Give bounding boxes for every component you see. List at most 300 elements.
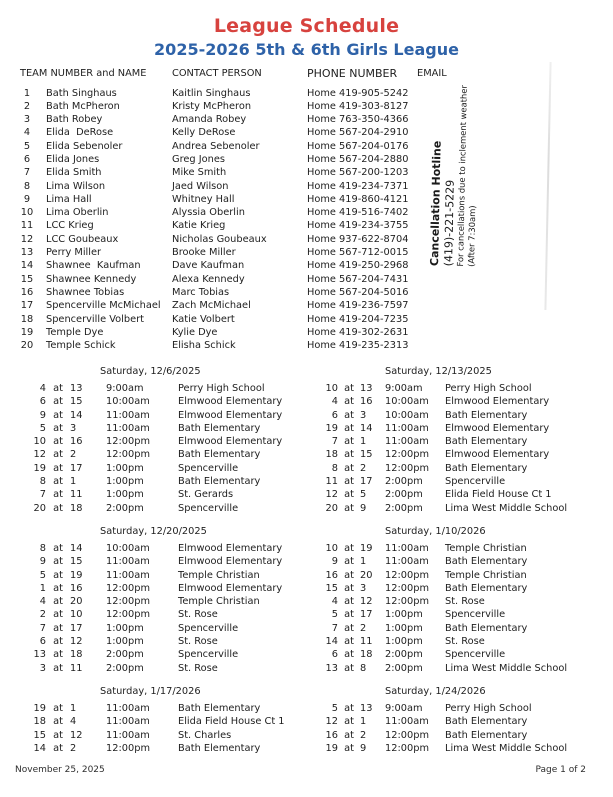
game-location: Temple Christian [178,569,260,581]
away-team-number: 9 [39,556,46,568]
game-row [20,382,306,395]
away-team-number: 19 [33,462,46,474]
game-location: Elmwood Elementary [445,449,550,461]
cancellation-hotline-note: For cancellations due to inclement weather [455,84,469,267]
away-team-number: 10 [325,543,338,554]
game-row [20,422,306,435]
game-row [310,582,610,595]
home-team-number: 3 [360,409,367,421]
game-time: 1:00pm [106,489,144,501]
at-separator: at [53,383,63,394]
contact-person: Nicholas Goubeaux [172,233,267,245]
game-location: St. Gerards [178,489,234,501]
team-name: LCC Goubeaux [46,233,119,245]
game-time: 11:00am [106,729,150,741]
team-name: Elida DeRose [46,127,114,139]
away-team-number: 9 [331,556,338,568]
contact-person: Zach McMichael [172,300,251,312]
page-title: League Schedule [213,15,400,37]
team-number: 3 [23,114,31,126]
game-location: Bath Elementary [445,729,528,741]
schedule-block [310,685,610,755]
game-time: 11:00am [385,716,429,728]
home-team-number: 2 [70,742,77,754]
at-separator: at [344,716,354,728]
team-name: Lima Wilson [46,180,106,192]
email-value [417,326,595,339]
game-time: 12:00pm [385,742,429,754]
at-separator: at [53,422,63,434]
team-number: 12 [20,233,34,245]
away-team-number: 9 [39,409,46,421]
at-separator: at [344,409,354,421]
game-location: Spencerville [445,649,506,661]
game-location: St. Charles [178,729,232,741]
phone-number: Home 419-860-4121 [307,193,409,205]
at-separator: at [53,449,63,461]
away-team-number: 12 [325,716,338,728]
schedule-date-header: Saturday, 12/20/2025 [100,526,207,537]
at-separator: at [344,502,354,514]
at-separator: at [53,436,63,448]
game-location: St. Rose [445,596,485,608]
game-row [20,409,306,422]
page-subtitle: 2025-2026 5th & 6th Girls League [154,40,459,59]
game-location: St. Rose [178,662,218,674]
game-row [310,622,610,635]
team-number: 13 [20,247,34,259]
team-number: 14 [20,260,34,272]
game-location: Elmwood Elementary [178,543,283,554]
game-row [20,702,306,715]
phone-number: Home 763-350-4366 [307,114,409,126]
team-row [20,206,595,219]
game-row [20,595,306,608]
schedule-date-header: Saturday, 12/6/2025 [100,366,201,377]
at-separator: at [53,569,63,581]
home-team-number: 13 [70,383,83,394]
game-time: 12:00pm [106,609,150,621]
game-location: Lima West Middle School [445,502,568,514]
home-team-number: 4 [70,716,77,728]
game-time: 1:00pm [385,609,423,621]
contact-person: Kylie Dye [172,326,218,338]
at-separator: at [344,596,354,608]
at-separator: at [344,436,354,448]
team-row [20,313,595,326]
home-team-number: 20 [70,596,83,608]
home-team-number: 3 [70,422,77,434]
footer-page-number: Page 1 of 2 [535,765,586,775]
schedule-date-header: Saturday, 1/24/2026 [385,686,486,697]
phone-number: Home 567-712-0015 [307,247,409,259]
away-team-number: 15 [325,582,338,594]
schedule-date-header: Saturday, 1/17/2026 [100,686,201,697]
away-team-number: 5 [39,569,46,581]
phone-number: Home 419-235-2313 [307,340,409,352]
phone-number: Home 567-204-2910 [307,127,409,139]
team-number: 1 [23,87,31,99]
home-team-number: 2 [360,729,367,741]
cancellation-hotline-title: Cancellation Hotline [428,140,444,267]
game-row [20,635,306,648]
schedule-date-header: Saturday, 1/10/2026 [385,526,486,537]
team-name: Shawnee Tobias [46,286,125,298]
game-location: Elmwood Elementary [178,556,283,568]
phone-number: Home 567-204-5016 [307,286,409,298]
game-row [310,635,610,648]
contact-person: Dave Kaufman [172,260,245,272]
game-location: Perry High School [445,703,532,714]
contact-person: Katie Volbert [172,313,235,325]
team-row [20,233,595,246]
away-team-number: 15 [33,729,46,741]
contact-person: Alyssia Oberlin [172,207,245,219]
at-separator: at [53,543,63,554]
phone-number: Home 567-204-2880 [307,153,409,165]
home-team-number: 5 [360,489,367,501]
game-time: 9:00am [385,703,423,714]
team-row [20,87,595,100]
game-time: 12:00pm [385,582,429,594]
game-time: 1:00pm [106,476,144,488]
phone-number: Home 567-204-7431 [307,273,409,285]
game-row [20,502,306,515]
team-number: 17 [20,300,34,312]
game-row [20,662,306,675]
game-time: 12:00pm [385,596,429,608]
home-team-number: 10 [70,609,83,621]
team-name: Shawnee Kennedy [46,273,137,285]
game-row [20,569,306,582]
contact-person: Elisha Schick [172,340,236,352]
game-time: 11:00am [106,422,150,434]
game-location: Bath Elementary [445,462,528,474]
team-roster-table [20,67,595,352]
home-team-number: 16 [360,396,373,408]
game-row [20,729,306,742]
away-team-number: 10 [325,383,338,394]
game-location: Temple Christian [178,596,260,608]
at-separator: at [344,422,354,434]
team-number: 18 [20,313,34,325]
team-number: 6 [23,153,31,165]
home-team-number: 13 [360,703,373,714]
away-team-number: 6 [39,636,46,648]
home-team-number: 19 [360,543,373,554]
header-email: EMAIL [417,68,447,79]
away-team-number: 8 [39,476,46,488]
home-team-number: 12 [70,636,83,648]
game-location: Bath Elementary [178,742,261,754]
contact-person: Brooke Miller [172,247,236,259]
home-team-number: 16 [70,436,83,448]
game-location: Bath Elementary [178,476,261,488]
game-location: Bath Elementary [178,703,261,714]
contact-person: Kelly DeRose [172,127,236,139]
away-team-number: 4 [331,396,338,408]
game-time: 2:00pm [106,502,144,514]
game-time: 2:00pm [385,649,423,661]
at-separator: at [344,703,354,714]
away-team-number: 18 [325,449,338,461]
team-name: Bath Robey [46,114,103,126]
away-team-number: 7 [331,436,338,448]
phone-number: Home 937-622-8704 [307,233,409,245]
away-team-number: 2 [39,609,46,621]
game-row [310,595,610,608]
at-separator: at [53,609,63,621]
game-time: 12:00pm [106,449,150,461]
at-separator: at [53,489,63,501]
team-name: LCC Krieg [46,220,94,232]
home-team-number: 1 [70,476,77,488]
game-time: 1:00pm [106,622,144,634]
home-team-number: 13 [360,383,373,394]
home-team-number: 1 [70,703,77,714]
home-team-number: 14 [70,543,83,554]
team-row [20,153,595,166]
game-location: Lima West Middle School [445,742,568,754]
game-row [20,715,306,728]
email-value [417,313,595,326]
game-location: Temple Christian [445,543,527,554]
contact-person: Kristy McPheron [172,100,252,112]
at-separator: at [53,409,63,421]
game-time: 11:00am [106,569,150,581]
contact-person: Whitney Hall [172,193,235,205]
contact-person: Andrea Sebenoler [172,140,260,152]
cancellation-hotline-note2: (After 7:30am) [465,205,477,267]
schedule-date-header: Saturday, 12/13/2025 [385,366,492,377]
away-team-number: 4 [39,596,46,608]
away-team-number: 5 [39,422,46,434]
game-time: 1:00pm [385,622,423,634]
at-separator: at [53,396,63,408]
game-location: Bath Elementary [445,622,528,634]
away-team-number: 7 [39,622,46,634]
game-time: 2:00pm [106,662,144,674]
game-time: 11:00am [106,703,150,714]
team-name: Temple Schick [46,340,116,352]
team-name: Spencerville McMichael [46,300,161,312]
phone-number: Home 419-905-5242 [307,87,409,99]
game-row [310,435,610,448]
home-team-number: 11 [70,489,83,501]
game-row [310,488,610,501]
footer-date: November 25, 2025 [15,765,105,775]
away-team-number: 13 [33,649,46,661]
game-location: Bath Elementary [445,716,528,728]
game-location: Elida Field House Ct 1 [178,716,285,728]
schedule-block [310,525,610,675]
away-team-number: 10 [33,436,46,448]
header-contact-person: CONTACT PERSON [172,68,262,79]
home-team-number: 20 [360,569,373,581]
game-location: Bath Elementary [178,422,261,434]
at-separator: at [344,609,354,621]
home-team-number: 15 [70,396,83,408]
game-row [310,448,610,461]
game-time: 12:00pm [106,742,150,754]
away-team-number: 16 [325,569,338,581]
at-separator: at [344,649,354,661]
phone-number: Home 419-234-7371 [307,180,409,192]
game-location: Spencerville [445,609,506,621]
at-separator: at [344,662,354,674]
team-row [20,326,595,339]
at-separator: at [344,742,354,754]
at-separator: at [53,622,63,634]
away-team-number: 14 [33,742,46,754]
game-row [20,395,306,408]
game-location: Perry High School [445,383,532,394]
game-location: Elmwood Elementary [445,396,550,408]
away-team-number: 6 [331,649,338,661]
game-time: 12:00pm [106,582,150,594]
game-location: Elmwood Elementary [178,396,283,408]
game-row [20,435,306,448]
team-row [20,273,595,286]
team-number: 16 [20,286,34,298]
at-separator: at [53,596,63,608]
home-team-number: 3 [360,582,367,594]
game-time: 12:00pm [106,436,150,448]
home-team-number: 17 [70,622,83,634]
away-team-number: 5 [331,609,338,621]
game-row [310,382,610,395]
at-separator: at [53,556,63,568]
game-row [20,475,306,488]
at-separator: at [344,582,354,594]
team-number: 8 [23,180,31,192]
game-location: Elmwood Elementary [178,409,283,421]
game-row [20,462,306,475]
team-row [20,140,595,153]
phone-number: Home 567-200-1203 [307,167,409,179]
contact-person: Marc Tobias [172,286,230,298]
team-table-header [20,67,595,81]
home-team-number: 18 [360,649,373,661]
away-team-number: 14 [325,636,338,648]
game-time: 12:00pm [385,729,429,741]
game-time: 9:00am [106,383,144,394]
team-name: Bath McPheron [46,100,120,112]
game-row [310,422,610,435]
game-location: Elmwood Elementary [445,422,550,434]
team-number: 15 [20,273,34,285]
team-row [20,286,595,299]
team-row [20,299,595,312]
contact-person: Katie Krieg [172,220,226,232]
away-team-number: 12 [33,449,46,461]
game-time: 1:00pm [106,462,144,474]
home-team-number: 1 [360,436,367,448]
home-team-number: 12 [70,729,83,741]
home-team-number: 9 [360,742,367,754]
game-location: Spencerville [445,476,506,488]
home-team-number: 2 [70,449,77,461]
team-row [20,100,595,113]
game-time: 9:00am [385,383,423,394]
game-location: Bath Elementary [445,582,528,594]
phone-number: Home 419-234-3755 [307,220,409,232]
game-location: St. Rose [178,636,218,648]
game-row [310,475,610,488]
game-time: 11:00am [106,716,150,728]
team-number: 10 [20,207,34,219]
team-number: 19 [20,326,34,338]
home-team-number: 2 [360,622,367,634]
game-location: Spencerville [178,649,239,661]
team-number: 7 [23,167,31,179]
away-team-number: 20 [33,502,46,514]
team-name: Elida Jones [46,153,100,165]
game-location: Elmwood Elementary [178,582,283,594]
away-team-number: 16 [325,729,338,741]
home-team-number: 19 [70,569,83,581]
game-row [20,608,306,621]
team-row [20,259,595,272]
away-team-number: 19 [33,703,46,714]
schedule-block [20,365,306,515]
game-row [310,502,610,515]
home-team-number: 17 [360,609,373,621]
home-team-number: 14 [70,409,83,421]
phone-number: Home 419-302-2631 [307,326,409,338]
at-separator: at [344,449,354,461]
contact-person: Mike Smith [172,167,227,179]
schedule-block [20,685,306,755]
team-number: 5 [23,140,31,152]
at-separator: at [53,582,63,594]
game-row [20,622,306,635]
home-team-number: 17 [70,462,83,474]
game-row [310,395,610,408]
game-time: 12:00pm [385,569,429,581]
game-time: 10:00am [385,396,429,408]
game-row [20,648,306,661]
game-time: 1:00pm [385,636,423,648]
away-team-number: 20 [325,502,338,514]
contact-person: Greg Jones [172,153,225,165]
away-team-number: 11 [325,476,338,488]
home-team-number: 2 [360,462,367,474]
header-team-number-and-name: TEAM NUMBER and NAME [20,68,147,79]
away-team-number: 19 [325,742,338,754]
away-team-number: 18 [33,716,46,728]
away-team-number: 6 [39,396,46,408]
away-team-number: 12 [325,489,338,501]
team-name: Bath Singhaus [46,87,117,99]
at-separator: at [344,622,354,634]
team-roster-rows [20,87,595,353]
phone-number: Home 419-204-7235 [307,313,409,325]
at-separator: at [53,476,63,488]
game-time: 12:00pm [385,462,429,474]
game-time: 10:00am [106,543,150,554]
game-row [20,582,306,595]
game-time: 2:00pm [385,476,423,488]
team-name: Lima Hall [46,193,92,205]
home-team-number: 18 [70,502,83,514]
game-time: 2:00pm [106,649,144,661]
game-location: St. Rose [178,609,218,621]
at-separator: at [344,569,354,581]
home-team-number: 12 [360,596,373,608]
team-row [20,126,595,139]
team-name: Lima Oberlin [46,207,109,219]
